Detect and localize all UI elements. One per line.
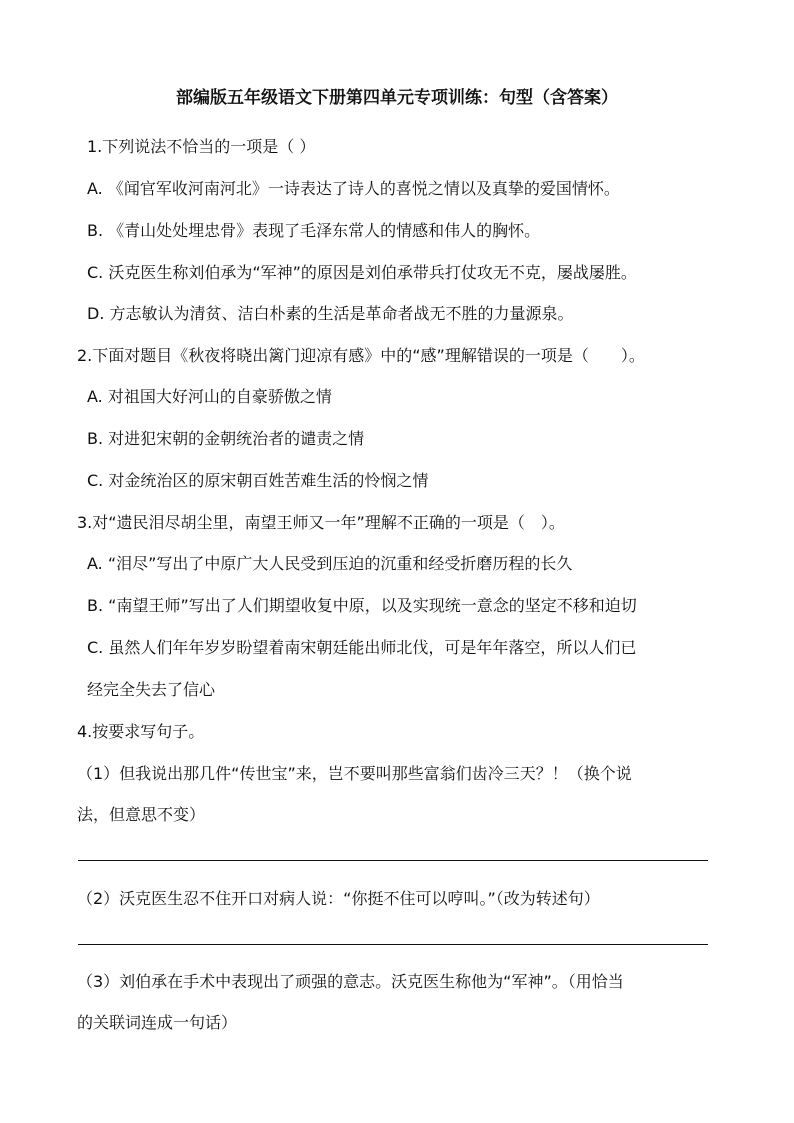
question-1-option-b: B. 《青山处处埋忠骨》表现了毛泽东常人的情感和伟人的胸怀。: [87, 221, 541, 240]
answer-line-1[interactable]: [78, 860, 708, 861]
question-2-option-b: B. 对进犯宋朝的金朝统治者的谴责之情: [87, 429, 365, 448]
question-3-option-c: C. 虽然人们年年岁岁盼望着南宋朝廷能出师北伐，可是年年落空，所以人们已: [87, 638, 637, 657]
question-4-sub-3-line-2: 的关联词连成一句话）: [77, 1013, 238, 1032]
question-2-option-a: A. 对祖国大好河山的自豪骄傲之情: [87, 387, 332, 406]
question-1-option-a: A. 《闻官军收河南河北》一诗表达了诗人的喜悦之情以及真挚的爱国情怀。: [87, 179, 620, 198]
question-2-option-c: C. 对金统治区的原宋朝百姓苦难生活的怜悯之情: [87, 471, 429, 490]
question-4-sub-2: （2）沃克医生忍不住开口对病人说：“你挺不住可以哼叫。”（改为转述句）: [77, 889, 600, 908]
question-3-option-b: B. “南望王师”写出了人们期望收复中原，以及实现统一意念的坚定不移和迫切: [87, 596, 637, 615]
question-4-sub-1-line-1: （1）但我说出那几件“传世宝”来，岂不要叫那些富翁们齿冷三天？！（换个说: [77, 764, 632, 783]
question-3-option-a: A. “泪尽”写出了中原广大人民受到压迫的沉重和经受折磨历程的长久: [87, 554, 573, 573]
question-4-sub-3-line-1: （3）刘伯承在手术中表现出了顽强的意志。沃克医生称他为“军神”。（用恰当: [77, 972, 624, 991]
question-4-stem: 4.按要求写句子。: [77, 722, 205, 741]
question-1-option-c: C. 沃克医生称刘伯承为“军神”的原因是刘伯承带兵打仗攻无不克，屡战屡胜。: [87, 263, 637, 282]
page-title: 部编版五年级语文下册第四单元专项训练：句型（含答案）: [176, 88, 618, 108]
question-3-option-c-continued: 经完全失去了信心: [87, 680, 216, 699]
question-1-stem: 1.下列说法不恰当的一项是（ ）: [87, 137, 316, 156]
question-1-option-d: D. 方志敏认为清贫、洁白朴素的生活是革命者战无不胜的力量源泉。: [87, 304, 574, 323]
answer-line-2[interactable]: [78, 944, 708, 945]
question-3-stem: 3.对“遗民泪尽胡尘里，南望王师又一年”理解不正确的一项是（ ）。: [77, 513, 565, 532]
question-4-sub-1-line-2: 法，但意思不变）: [77, 805, 206, 824]
question-2-stem: 2.下面对题目《秋夜将晓出篱门迎凉有感》中的“感”理解错误的一项是（ ）。: [77, 346, 645, 365]
